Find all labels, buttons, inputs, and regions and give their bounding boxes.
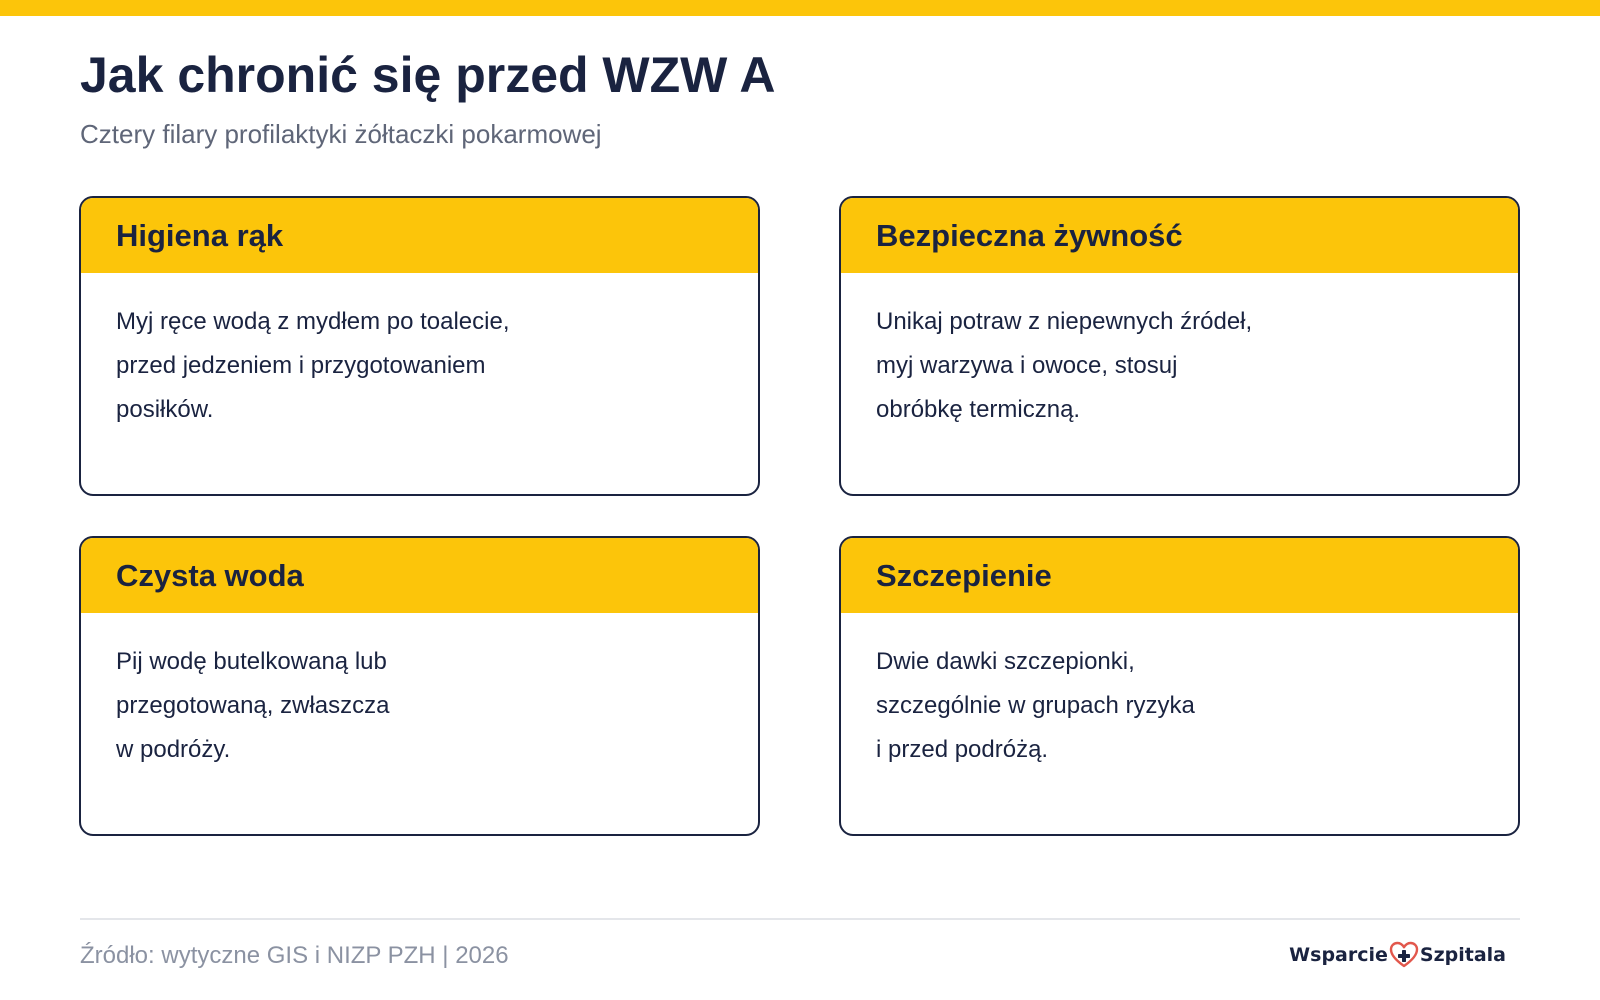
card-title: Bezpieczna żywność — [876, 218, 1183, 253]
logo-text-right: Szpitala — [1419, 944, 1506, 966]
card-text-line: przegotowaną, zwłaszcza — [116, 692, 390, 719]
card-szczepienie — [839, 536, 1520, 836]
card-title: Higiena rąk — [116, 218, 284, 253]
card-text-line: w podróży. — [116, 736, 231, 763]
card-text-line: szczególnie w grupach ryzyka — [876, 692, 1195, 719]
heart-plus-icon — [1389, 941, 1419, 969]
card-body — [81, 273, 758, 432]
card-text-line: Dwie dawki szczepionki, — [876, 648, 1135, 675]
card-text-line: przed jedzeniem i przygotowaniem — [116, 352, 486, 379]
card-header — [841, 198, 1518, 273]
footer-divider — [80, 918, 1520, 920]
card-text-line: i przed podróżą. — [876, 736, 1049, 763]
page-title: Jak chronić się przed WZW A — [80, 47, 776, 103]
card-title: Szczepienie — [876, 558, 1052, 593]
brand-logo — [1289, 938, 1506, 972]
card-body — [81, 613, 758, 772]
card-header — [81, 198, 758, 273]
card-header — [81, 538, 758, 613]
card-bezpieczna-zywnosc — [839, 196, 1520, 496]
top-accent-bar — [0, 0, 1600, 16]
card-header — [841, 538, 1518, 613]
page-subtitle: Cztery filary profilaktyki żółtaczki pokarmowej — [80, 119, 602, 149]
card-body — [841, 273, 1518, 432]
card-text-line: obróbkę termiczną. — [876, 396, 1081, 423]
card-czysta-woda — [79, 536, 760, 836]
card-text-line: Unikaj potraw z niepewnych źródeł, — [876, 308, 1253, 335]
logo-text-left: Wsparcie — [1289, 944, 1388, 966]
card-text-line: posiłków. — [116, 396, 214, 423]
footer-source: Źródło: wytyczne GIS i NIZP PZH | 2026 — [80, 942, 509, 969]
card-text-line: Pij wodę butelkowaną lub — [116, 648, 387, 675]
card-text-line: myj warzywa i owoce, stosuj — [876, 352, 1178, 379]
card-higiena-rak — [79, 196, 760, 496]
card-title: Czysta woda — [116, 558, 304, 593]
card-text-line: Myj ręce wodą z mydłem po toalecie, — [116, 308, 510, 335]
card-body — [841, 613, 1518, 772]
